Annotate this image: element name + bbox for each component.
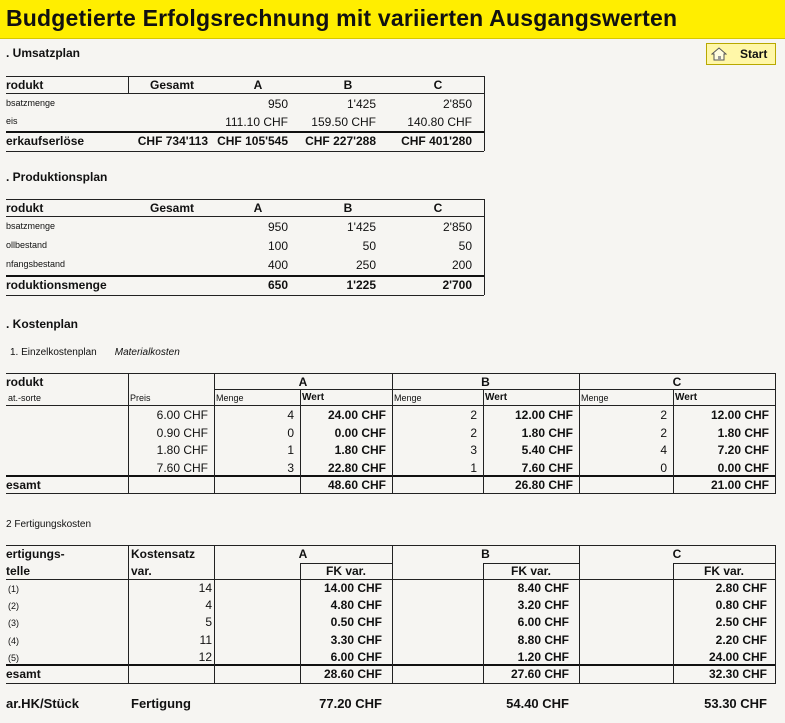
total-cell: CHF 227'288	[305, 134, 376, 148]
grid-line	[300, 563, 392, 564]
grid-line	[775, 545, 776, 683]
table-cell: 3.30 CHF	[330, 632, 382, 647]
grid-line	[483, 563, 484, 683]
header-cell: rodukt	[6, 201, 44, 215]
header-cell: B	[343, 78, 353, 92]
table-cell: 24.00 CHF	[708, 649, 767, 664]
header-cell: Kostensatz	[131, 547, 196, 561]
grid-line	[673, 563, 674, 683]
table-cell: 950	[267, 97, 288, 111]
fertigungskosten-heading: 2 Fertigungskosten	[6, 519, 92, 530]
table-cell: 6.00 CHF	[330, 649, 382, 664]
grid-line	[128, 545, 129, 683]
header-cell: B	[343, 201, 353, 215]
header-cell: Gesamt	[149, 201, 195, 215]
table-cell: 0	[287, 425, 294, 440]
table-cell: 159.50 CHF	[311, 115, 376, 129]
hk-cell: ar.HK/Stück	[6, 696, 79, 711]
table-cell: 3	[287, 460, 294, 475]
table-cell: 22.80 CHF	[327, 460, 386, 475]
subheader-cell: Preis	[130, 393, 151, 403]
grid-line	[775, 373, 776, 493]
table-cell: 0.50 CHF	[330, 615, 382, 630]
table-cell: 2	[470, 408, 477, 422]
total-cell: 27.60 CHF	[510, 667, 569, 681]
table-cell: 6.00 CHF	[156, 408, 208, 422]
table-cell: 50	[362, 239, 376, 253]
table-cell: 12.00 CHF	[514, 408, 573, 422]
table-cell: 7.60 CHF	[521, 460, 573, 475]
table-cell: bsatzmenge	[6, 98, 56, 108]
grid-line	[483, 563, 579, 564]
grid-line	[6, 93, 484, 94]
grid-line	[483, 389, 484, 493]
table-cell: 12	[198, 649, 212, 664]
table-cell: 5.40 CHF	[521, 443, 573, 457]
table-cell: 3	[470, 443, 477, 457]
total-cell: 1'225	[346, 278, 376, 292]
start-button[interactable]	[706, 43, 776, 65]
page-title: Budgetierte Erfolgsrechnung mit variierten Ausgangswerten	[6, 5, 678, 31]
subheader-cell: Menge	[394, 393, 422, 403]
subheader-cell: Wert	[485, 392, 508, 403]
home-icon	[711, 47, 727, 61]
total-cell: 26.80 CHF	[514, 478, 573, 492]
total-cell: 650	[267, 278, 288, 292]
table-cell: 400	[267, 258, 288, 272]
table-cell: 250	[355, 258, 376, 272]
grid-line	[214, 373, 215, 493]
table-cell: eis	[6, 116, 18, 126]
total-cell: 32.30 CHF	[708, 667, 767, 681]
total-cell: CHF 734'113	[137, 134, 208, 148]
table-cell: (4)	[8, 635, 19, 646]
grid-line	[579, 373, 580, 493]
header-cell: ertigungs-	[6, 547, 65, 561]
section-produktionsplan: . Produktionsplan	[6, 170, 108, 184]
subheader-cell: Wert	[302, 392, 325, 403]
total-cell: 48.60 CHF	[327, 478, 386, 492]
total-cell: 28.60 CHF	[323, 667, 382, 681]
grid-line	[6, 295, 484, 296]
table-cell: 2	[660, 408, 667, 422]
grid-line	[673, 389, 674, 493]
grid-line	[6, 579, 776, 580]
grid-line	[6, 151, 484, 152]
table-cell: 1.80 CHF	[521, 425, 573, 440]
table-cell: 11	[199, 632, 212, 647]
table-cell: 5	[205, 615, 212, 630]
table-cell: 1	[287, 443, 294, 457]
table-cell: (1)	[8, 584, 19, 594]
table-cell: 2'850	[443, 220, 472, 234]
header-cell: A	[253, 201, 263, 215]
subheader-cell: Wert	[675, 392, 698, 403]
table-cell: 14	[198, 581, 212, 595]
grid-line	[6, 683, 776, 684]
grid-line	[6, 475, 776, 477]
table-cell: bsatzmenge	[6, 221, 56, 231]
grid-line	[128, 373, 129, 493]
hk-cell: 53.30 CHF	[704, 696, 767, 711]
table-cell: 1	[470, 460, 477, 475]
total-cell: roduktionsmenge	[6, 278, 107, 292]
table-cell: 0.90 CHF	[156, 425, 208, 440]
table-cell: 2.50 CHF	[715, 615, 767, 630]
table-cell: 4.80 CHF	[330, 598, 382, 613]
header-cell: Gesamt	[149, 78, 195, 92]
grid-line	[579, 545, 580, 683]
header-cell: B	[481, 547, 490, 561]
total-cell: 21.00 CHF	[710, 478, 769, 492]
table-cell: (2)	[8, 601, 19, 612]
table-cell: 0.00 CHF	[717, 460, 769, 475]
table-cell: 1.80 CHF	[717, 425, 769, 440]
table-cell: 1.80 CHF	[334, 443, 386, 457]
table-cell: 3.20 CHF	[517, 598, 569, 613]
table-cell: 200	[451, 258, 472, 272]
start-button-label: Start	[740, 47, 768, 61]
hk-cell: Fertigung	[131, 696, 191, 711]
header-cell: B	[481, 375, 490, 389]
table-cell: 111.10 CHF	[225, 115, 288, 129]
hk-cell: 77.20 CHF	[319, 696, 382, 711]
table-cell: 1'425	[347, 97, 376, 111]
table-cell: 1'425	[347, 220, 376, 234]
table-cell: 7.20 CHF	[717, 443, 769, 457]
grid-line	[300, 389, 301, 493]
total-cell: esamt	[6, 478, 41, 492]
subheader-cell: at.-sorte	[8, 393, 42, 403]
header-cell: FK var.	[510, 564, 552, 578]
grid-line	[484, 76, 485, 151]
table-cell: 7.60 CHF	[156, 460, 208, 475]
header-cell: telle	[6, 564, 31, 578]
table-cell: 2'850	[443, 97, 472, 111]
header-cell: C	[672, 375, 682, 389]
table-cell: 8.80 CHF	[517, 632, 569, 647]
table-cell: 12.00 CHF	[710, 408, 769, 422]
table-cell: 2	[470, 425, 477, 440]
table-cell: nfangsbestand	[6, 259, 66, 269]
header-cell: A	[253, 78, 263, 92]
section-umsatzplan: . Umsatzplan	[6, 46, 81, 60]
table-cell: 950	[267, 220, 288, 234]
total-cell: CHF 401'280	[401, 134, 472, 148]
table-cell: 0.00 CHF	[334, 425, 386, 440]
total-cell: erkaufserlöse	[6, 134, 85, 148]
total-cell: CHF 105'545	[217, 134, 288, 148]
header-cell: rodukt	[6, 78, 44, 92]
header-cell: var.	[131, 564, 152, 578]
grid-line	[484, 199, 485, 295]
header-cell: A	[298, 375, 308, 389]
header-cell: C	[672, 547, 682, 561]
section-kostenplan: . Kostenplan	[6, 317, 79, 331]
table-cell: (3)	[8, 618, 19, 629]
subheader-cell: Menge	[216, 393, 244, 403]
header-cell: FK var.	[325, 564, 367, 578]
table-cell: 24.00 CHF	[327, 408, 386, 422]
grid-line	[6, 405, 776, 406]
grid-line	[300, 563, 301, 683]
table-cell: ollbestand	[6, 240, 48, 250]
table-cell: 2.80 CHF	[715, 581, 767, 595]
title-bar	[0, 0, 785, 39]
table-cell: 14.00 CHF	[323, 581, 382, 595]
table-cell: 4	[205, 598, 212, 613]
table-cell: 0.80 CHF	[715, 598, 767, 613]
table-cell: 1.20 CHF	[517, 649, 569, 664]
table-cell: 0	[660, 460, 667, 475]
grid-line	[6, 216, 484, 217]
grid-line	[392, 545, 393, 683]
grid-line	[673, 563, 775, 564]
table-cell: 50	[458, 239, 472, 253]
header-cell: C	[433, 201, 443, 215]
header-cell: C	[433, 78, 443, 92]
grid-line	[6, 493, 776, 494]
subheader-cell: Menge	[581, 393, 609, 403]
table-cell: 4	[660, 443, 667, 457]
table-cell: 100	[267, 239, 288, 253]
table-cell: 2.20 CHF	[715, 632, 767, 647]
total-cell: esamt	[6, 667, 41, 681]
grid-line	[128, 76, 129, 93]
table-cell: (5)	[8, 652, 19, 663]
grid-line	[392, 373, 393, 493]
total-cell: 2'700	[442, 278, 472, 292]
table-cell: 140.80 CHF	[407, 115, 472, 129]
table-cell: 4	[287, 408, 294, 422]
einzelkostenplan-heading: 1. Einzelkostenplan Materialkosten	[10, 347, 180, 358]
table-cell: 2	[660, 425, 667, 440]
grid-line	[214, 545, 215, 683]
header-cell: rodukt	[6, 375, 44, 389]
hk-cell: 54.40 CHF	[506, 696, 569, 711]
header-cell: A	[298, 547, 308, 561]
table-cell: 6.00 CHF	[517, 615, 569, 630]
header-cell: FK var.	[703, 564, 745, 578]
table-cell: 8.40 CHF	[517, 581, 569, 595]
table-cell: 1.80 CHF	[156, 443, 208, 457]
